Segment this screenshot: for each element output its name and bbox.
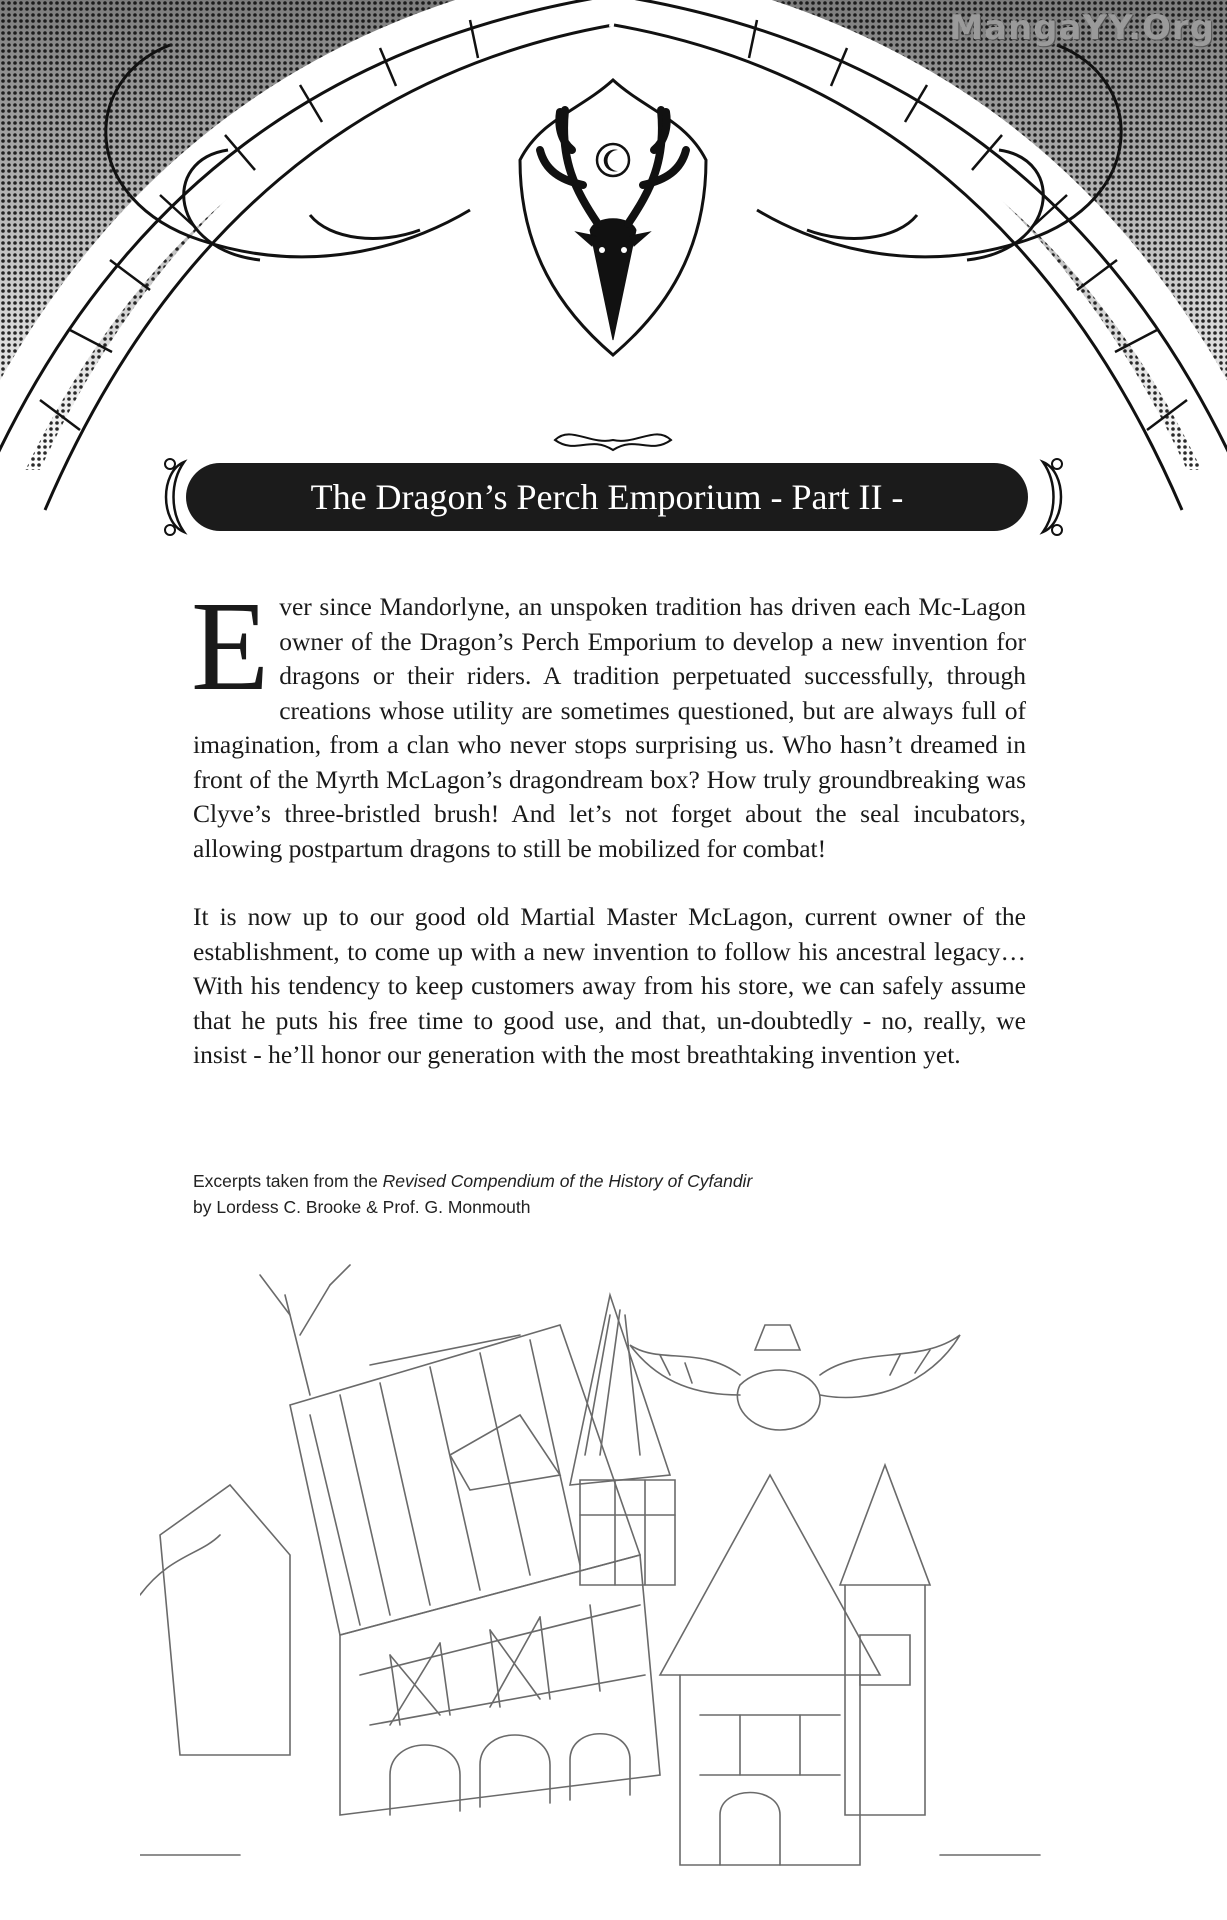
article-paragraph-2: It is now up to our good old Martial Master McLagon, current owner of the establishment, to come up with a new invention to follow his ancestral legacy… With his tendency to keep customers away from his store, we can safely assume that he puts his free time to good use, and that, un-doubtedly - no, really, we insist - he’ll honor our generation with the most breathtaking invention yet.	[193, 902, 1026, 1069]
citation-book-title: Revised Compendium of the History of Cyfandir	[382, 1171, 753, 1191]
watermark: MangaYY.Org	[949, 8, 1215, 48]
paragraph-1-text: ver since Mandorlyne, an unspoken tradition has driven each Mc-Lagon owner of the Dragon’s Perch Emporium to develop a new invention for dragons or their riders. A tradition perpetuated successfully, through creations whose utility are sometimes questioned, but are always full of imagination, from a clan who never stops surprising us. Who hasn’t dreamed in front of the Myrth McLagon’s dragondream box? How truly groundbreaking was Clyve’s three-bristled brush! And let’s not forget about the seal incubators, allowing postpartum dragons to still be mobilized for combat!	[193, 592, 1026, 863]
citation-prefix: Excerpts taken from the	[193, 1171, 383, 1191]
article-body	[191, 575, 1026, 1073]
drop-cap: E	[191, 575, 270, 717]
emporium-sketch-illustration	[140, 1255, 1080, 1895]
article-paragraph-1	[191, 575, 1026, 866]
banner-right-ornament	[1037, 452, 1077, 542]
citation	[193, 1168, 1026, 1220]
title-banner	[186, 463, 1028, 531]
page-title: The Dragon’s Perch Emporium - Part II -	[310, 477, 904, 517]
citation-line-1	[193, 1168, 1026, 1194]
citation-authors: by Lordess C. Brooke & Prof. G. Monmouth	[193, 1197, 531, 1217]
banner-left-ornament	[150, 452, 190, 542]
